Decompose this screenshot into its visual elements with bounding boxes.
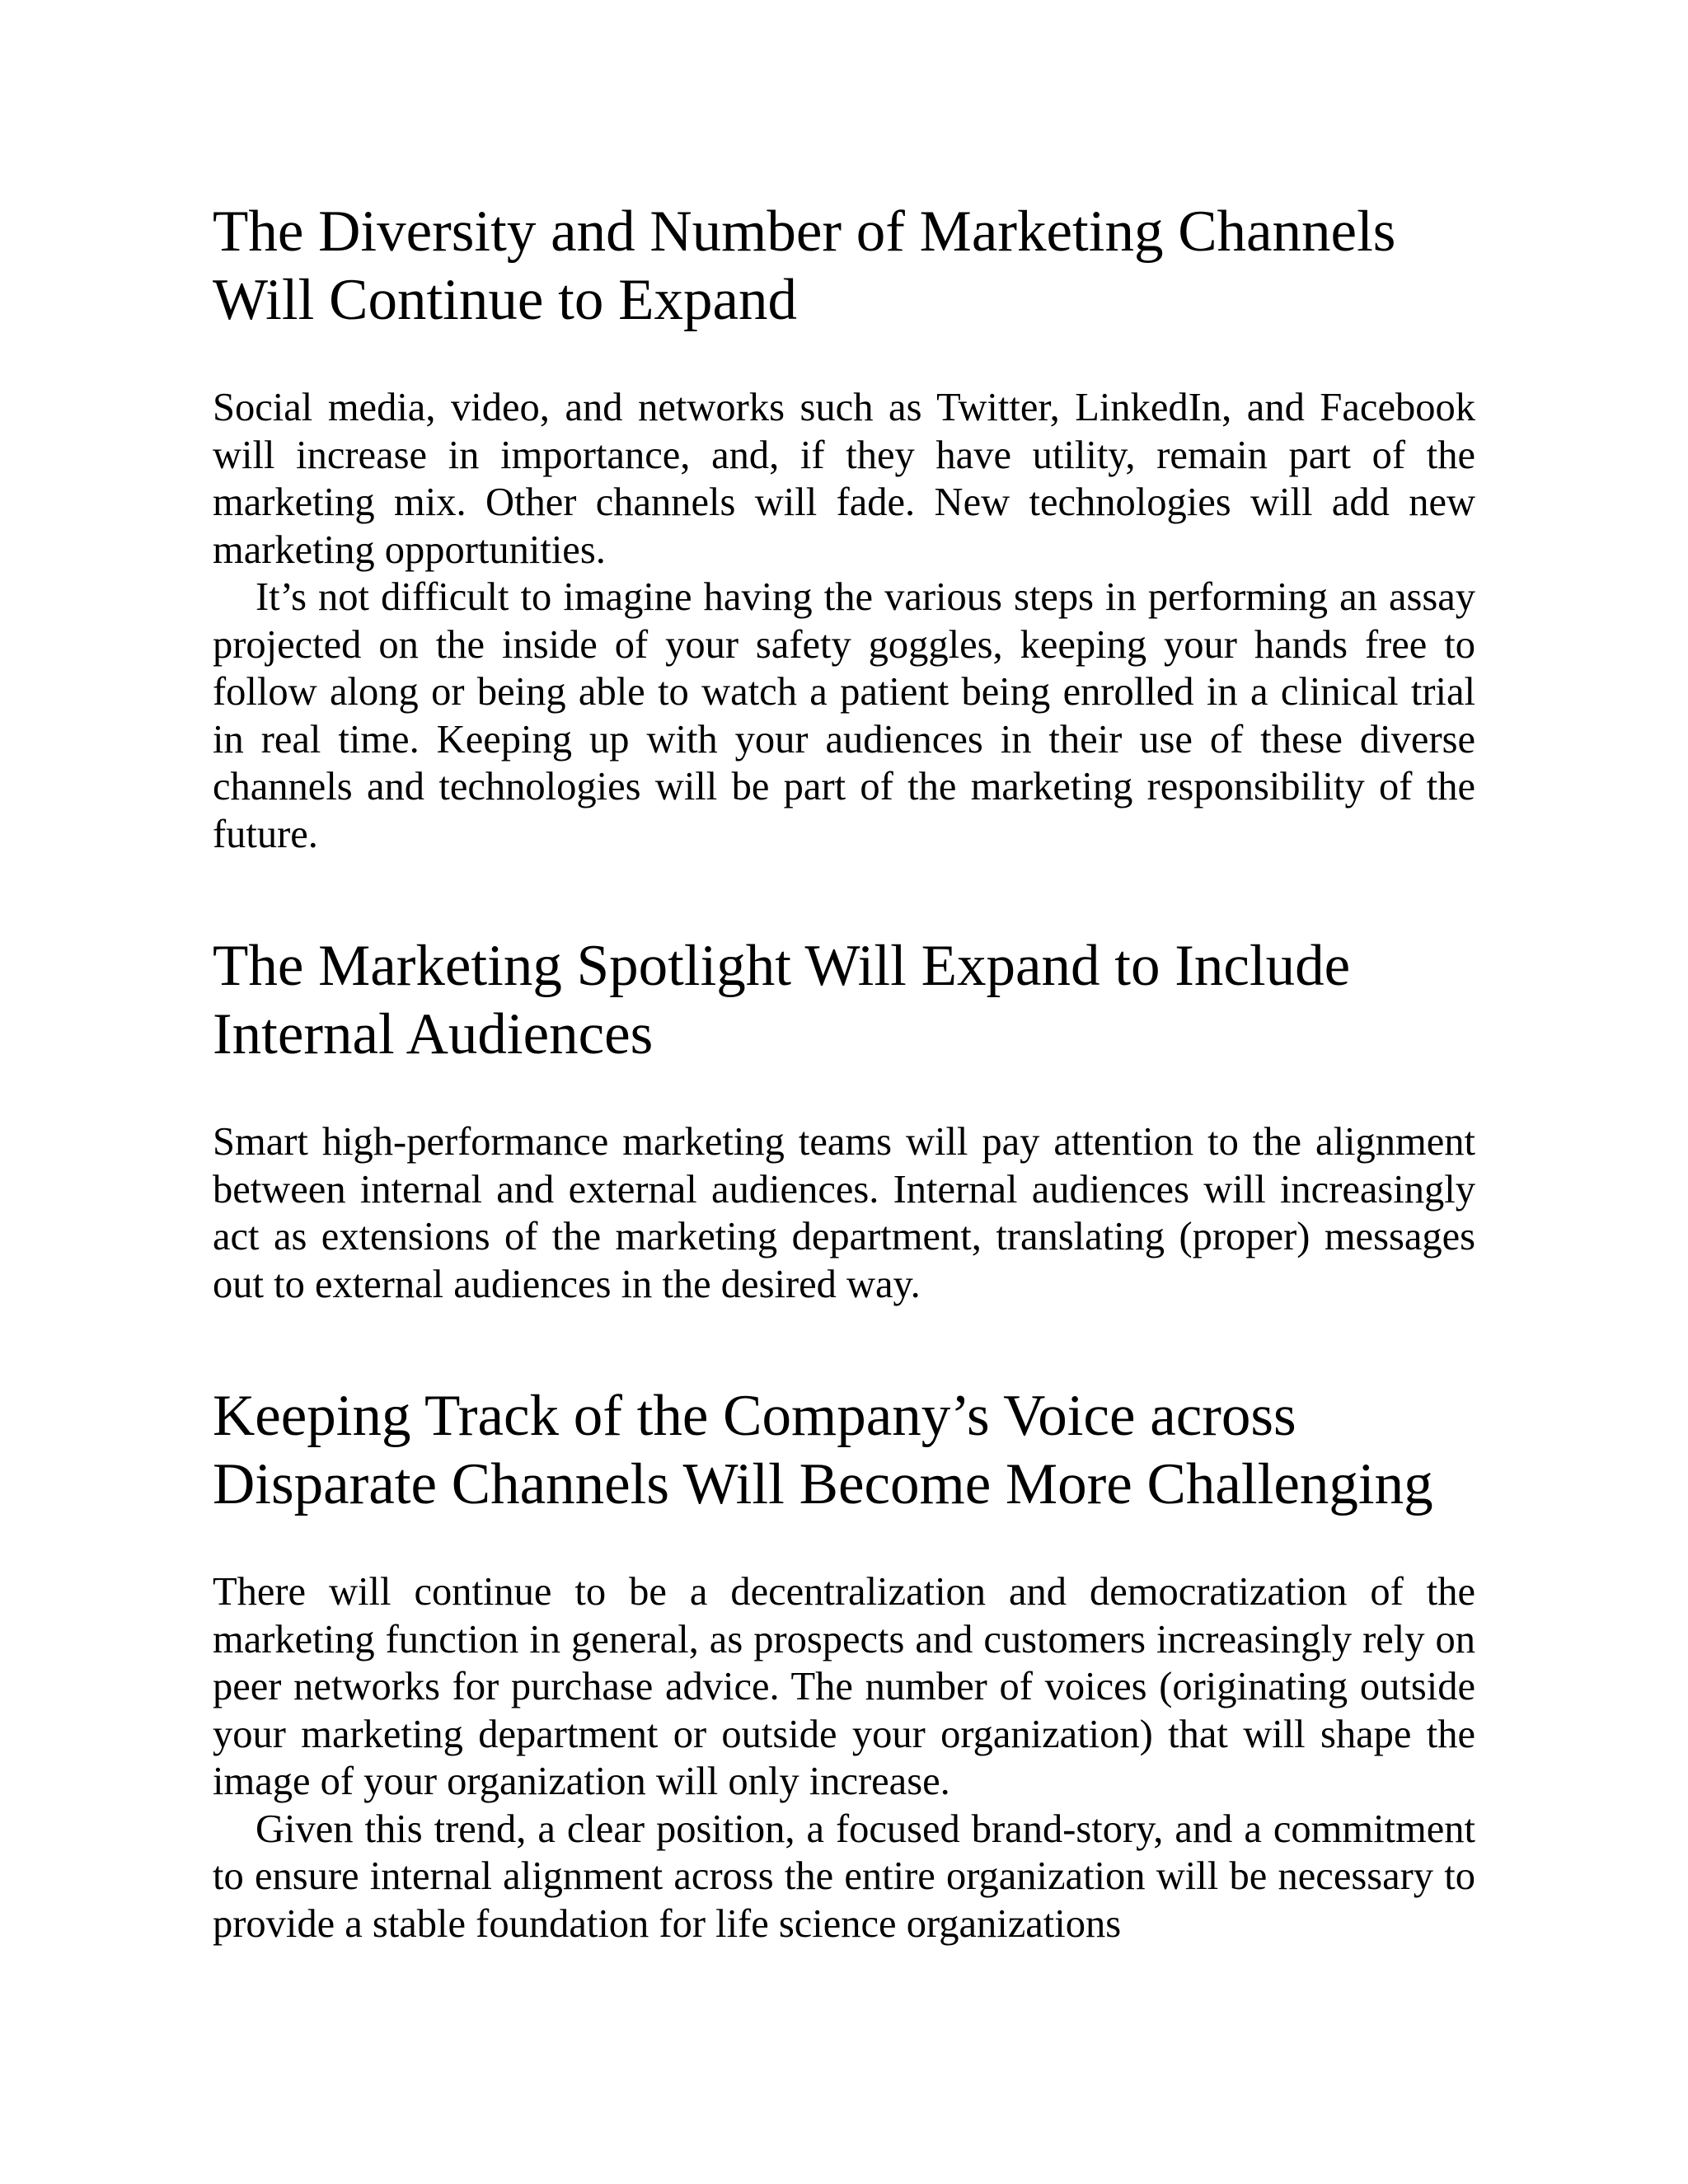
section-heading: The Marketing Spotlight Will Expand to Include Internal Audiences xyxy=(213,934,1351,1066)
paragraph: There will continue to be a decentralization and democratization of the marketing function in general, as prospects and customers increasingly rely on peer networks for purchase advice. The number of voices (originating outside your marketing department or outside your organization) that will shape the image of your organization will only increase. xyxy=(213,1570,1475,1803)
paragraph: It’s not difficult to imagine having the various steps in performing an assay projected on the inside of your safety goggles, keeping your hands free to follow along or being able to watch a patient being enrolled in a clinical trial in real time. Keeping up with your audiences in their use of these diverse channels and technologies will be part of the marketing responsibility of the future. xyxy=(213,575,1475,856)
section-company-voice xyxy=(213,1382,1475,1947)
paragraph: Smart high-performance marketing teams will pay attention to the alignment between internal and external audiences. Internal audiences will increasingly act as extensions of the marketing department, translating (proper) messages out to external audiences in the desired way. xyxy=(213,1120,1475,1306)
paragraph: Social media, video, and networks such as Twitter, LinkedIn, and Facebook will increase in importance, and, if they have utility, remain part of the marketing mix. Other channels will fade. New technologies will add new marketing opportunities. xyxy=(213,386,1475,572)
section-heading: Keeping Track of the Company’s Voice across Disparate Channels Will Become More Challenging xyxy=(213,1384,1433,1516)
document-page xyxy=(213,198,1475,1947)
section-internal-audiences xyxy=(213,932,1475,1308)
section-heading: The Diversity and Number of Marketing Channels Will Continue to Expand xyxy=(213,199,1396,332)
section-marketing-channels xyxy=(213,198,1475,858)
paragraph: Given this trend, a clear position, a focused brand-story, and a commitment to ensure internal alignment across the entire organization will be necessary to provide a stable foundation for life science organizations xyxy=(213,1807,1475,1946)
